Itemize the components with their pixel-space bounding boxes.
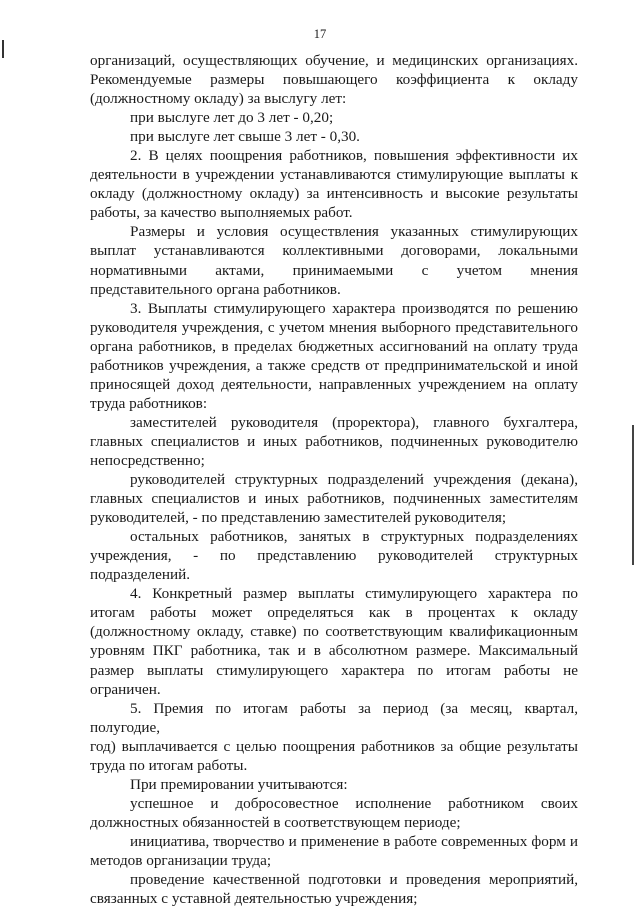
paragraph-line: заместителей руководителя (проректора), главного бухгалтера,: [130, 413, 578, 431]
document-body: [90, 51, 578, 908]
list-item: при выслуге лет свыше 3 лет - 0,30.: [130, 128, 360, 146]
text-line: подразделений.: [90, 566, 191, 584]
text-line: работников учреждения, а также средств от предпринимательской и иной: [90, 356, 578, 374]
paragraph-line: инициатива, творчество и применение в работе современных форм и: [130, 832, 578, 850]
text-line: труда работников:: [90, 394, 208, 412]
text-line: окладу (должностному окладу) за интенсивность и высокие результаты: [90, 185, 578, 203]
scan-edge-mark: [2, 40, 4, 58]
text-line: выплат устанавливаются коллективными договорами, локальными: [90, 242, 578, 260]
text-line: главных специалистов и иных работников, подчиненных заместителям: [90, 490, 578, 508]
text-line: год) выплачивается с целью поощрения работников за общие результаты: [90, 737, 578, 755]
text-line: итогам работы может определяться как в процентах к окладу: [90, 604, 578, 622]
text-line: нормативными актами, принимаемыми с учетом мнения: [90, 261, 578, 279]
text-line: ограничен.: [90, 680, 161, 698]
text-line: размер выплаты стимулирующего характера по итогам работы не: [90, 661, 578, 679]
paragraph-line: При премировании учитываются:: [130, 775, 348, 793]
text-line: связанных с уставной деятельностью учреждения;: [90, 890, 418, 908]
page-number: 17: [313, 27, 327, 41]
text-line: работы, за качество выполняемых работ.: [90, 204, 353, 222]
scan-edge-mark: [632, 425, 634, 565]
text-line: учреждения, - по представлению руководителей структурных: [90, 547, 578, 565]
text-line: организаций, осуществляющих обучение, и медицинских организациях.: [90, 52, 578, 69]
text-line: главных специалистов и иных работников, подчиненных руководителю: [90, 432, 578, 450]
paragraph-line: 2. В целях поощрения работников, повышения эффективности их: [130, 147, 578, 165]
text-line: руководителя учреждения, с учетом мнения выборного представительного: [90, 318, 578, 336]
text-line: деятельности в учреждении устанавливаются стимулирующие выплаты к: [90, 166, 578, 184]
text-line: приносящей доход деятельности, направленных учреждением на оплату: [90, 375, 578, 393]
paragraph-line: остальных работников, занятых в структурных подразделениях: [130, 528, 578, 546]
text-line: труда по итогам работы.: [90, 756, 248, 774]
text-line: (должностному окладу, ставке) по соответствующим квалификационным: [90, 623, 578, 641]
text-line: методов организации труда;: [90, 851, 272, 869]
text-line: (должностному окладу) за выслугу лет:: [90, 90, 347, 108]
paragraph-line: 4. Конкретный размер выплаты стимулирующего характера по: [130, 585, 578, 603]
paragraph-line: успешное и добросовестное исполнение работником своих: [130, 794, 578, 812]
text-line: Рекомендуемые размеры повышающего коэффициента к окладу: [90, 71, 578, 89]
paragraph-line: 3. Выплаты стимулирующего характера производятся по решению: [130, 299, 578, 317]
text-line: непосредственно;: [90, 451, 205, 469]
paragraph-line: 5. Премия по итогам работы за период (за месяц, квартал, полугодие,: [90, 699, 578, 736]
text-line: руководителей, - по представлению заместителей руководителя;: [90, 509, 507, 527]
text-line: должностных обязанностей в соответствующем периоде;: [90, 813, 461, 831]
text-line: представительного органа работников.: [90, 280, 341, 298]
text-line: органа работников, в пределах бюджетных ассигнований на оплату труда: [90, 337, 578, 355]
paragraph-line: Размеры и условия осуществления указанных стимулирующих: [130, 223, 578, 241]
list-item: при выслуге лет до 3 лет - 0,20;: [130, 109, 334, 127]
paragraph-line: руководителей структурных подразделений учреждения (декана),: [130, 471, 578, 489]
paragraph-line: проведение качественной подготовки и проведения мероприятий,: [130, 871, 578, 889]
text-line: уровням ПКГ работника, так и в абсолютном размере. Максимальный: [90, 642, 578, 660]
